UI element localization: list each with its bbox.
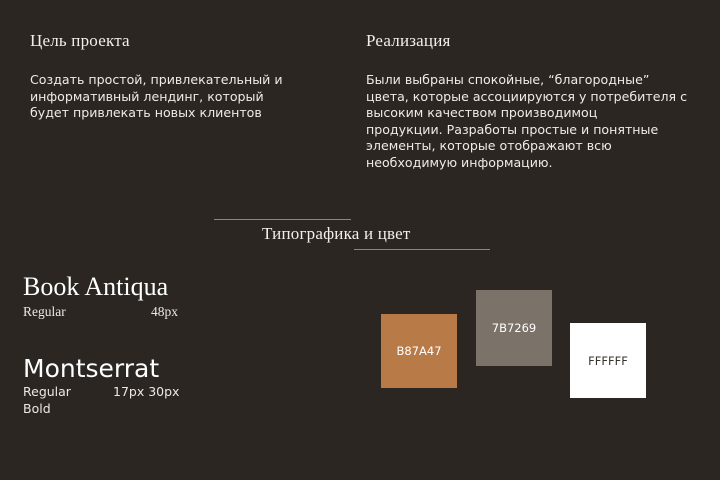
font-montserrat-bold: Bold <box>23 401 51 416</box>
color-swatch-bronze <box>381 314 457 388</box>
color-swatch-label: FFFFFF <box>588 353 628 368</box>
font-montserrat-sizes: 17px 30px <box>113 384 180 399</box>
color-swatch-white <box>570 323 646 398</box>
goal-line: информативный лендинг, который <box>30 88 264 104</box>
goal-description <box>30 72 330 122</box>
font-book-antiqua-size: 48px <box>151 304 178 319</box>
goal-line: будет привлекать новых клиентов <box>30 105 262 120</box>
font-montserrat-regular: Regular <box>23 384 71 399</box>
section-title: Типографика и цвет <box>262 224 411 243</box>
color-swatch-label: B87A47 <box>396 344 442 358</box>
divider-top <box>214 219 351 220</box>
implementation-line: цвета, которые ассоциируются у потребителя с <box>366 88 688 104</box>
implementation-line: высоким качеством производимоц <box>366 105 598 120</box>
goal-heading: Цель проекта <box>30 31 130 50</box>
color-swatch-taupe <box>476 290 552 366</box>
implementation-line: элементы, которые отображают всю <box>366 138 612 153</box>
implementation-description <box>366 72 716 171</box>
font-montserrat-name: Montserrat <box>23 354 160 383</box>
font-book-antiqua-weight: Regular <box>23 304 66 319</box>
implementation-line: Были выбраны спокойные, “благородные” <box>366 72 650 87</box>
implementation-line: продукции. Разработы простые и понятные <box>366 121 659 137</box>
divider-bottom <box>354 249 490 250</box>
implementation-heading: Реализация <box>366 31 451 50</box>
color-swatch-label: 7B7269 <box>491 321 537 335</box>
font-book-antiqua-name: Book Antiqua <box>23 272 169 301</box>
goal-line: Создать простой, привлекательный и <box>30 72 283 87</box>
implementation-line: необходимую информацию. <box>366 154 553 170</box>
